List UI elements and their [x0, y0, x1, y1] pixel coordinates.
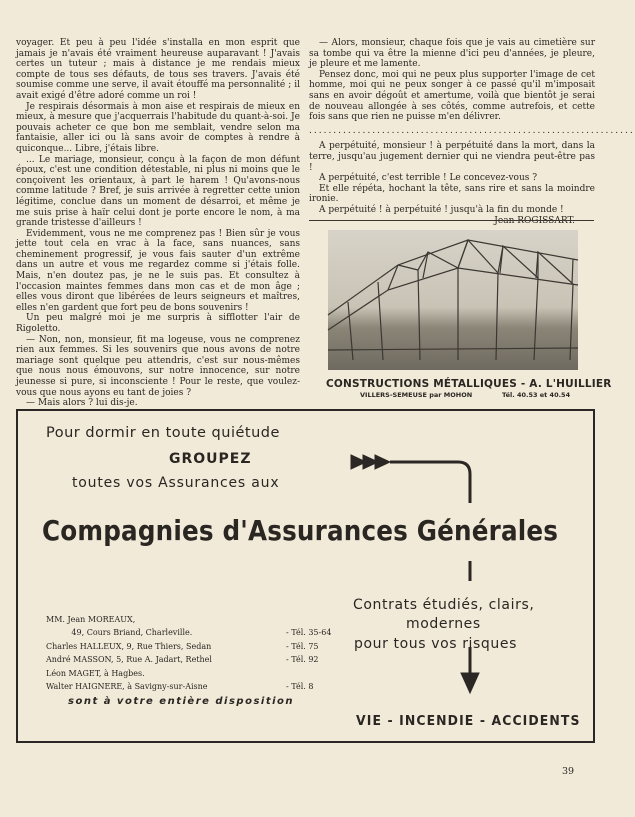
article-paragraph: — Non, non, monsieur, fit ma logeuse, vous ne comprenez rien aux femmes. Si les souvenirs que nous avons de notre mariage sont quelque peu attendris, c'est sur nous-mêmes que nous nous émouvons, sur notre innocence, sur notre jeunesse si pure, si inconsciente ! Pour le reste, que voulez-vous que nous ayons eu tant de joies ? [16, 334, 300, 398]
agent-name: 49, Cours Briand, Charleville. [46, 628, 193, 638]
article-paragraph: voyager. Et peu à peu l'idée s'installa en mon esprit que jamais je n'avais été vraiment heureuse auparavant ! J'avais certes un tuteur ; mais à distance je me rendais mieux compte de tous ses défauts, de tous ses travers. J'avais été soumise comme une serve, il avait étouffé ma personnalité ; il avait exigé d'être adoré comme un roi ! [16, 38, 300, 101]
agent-tel: - Tél. 8 [286, 681, 314, 691]
ad-tagline-2: toutes vos Assurances aux [72, 475, 280, 491]
article-paragraph: ... Le mariage, monsieur, conçu à la façon de mon défunt époux, c'est une condition détestable, ni plus ni moins que le conçoivent les orientaux, à part le harem ! Qu'avons-nous comme latitude ? Bref, je suis arrivée à regretter cette union légitime, conclue dans un moment de désarroi, et même je me suis prise à haïr celui dont je porte encore le nom, à ma grande tristesse d'ailleurs ! [16, 154, 300, 229]
ad-contract-line-1: Contrats étudiés, clairs, [353, 597, 535, 613]
agent-name: Charles HALLEUX, 9, Rue Thiers, Sedan [46, 641, 212, 651]
dotted-separator: ................................................................... [309, 125, 635, 136]
article-right-column [309, 38, 635, 226]
ad-coverage-types: VIE - INCENDIE - ACCIDENTS [356, 713, 581, 729]
agent-name: MM. Jean MOREAUX, [46, 615, 136, 624]
article-paragraph: A perpétuité, c'est terrible ! Le concevez-vous ? [319, 173, 538, 184]
article-left-column [16, 38, 300, 409]
ad-contract-line-3: pour tous vos risques [354, 636, 518, 652]
agent-name: André MASSON, 5, Rue A. Jadart, Rethel [46, 655, 212, 665]
article-paragraph: — Mais alors ? lui dis-je. [26, 398, 138, 409]
article-paragraph: Evidemment, vous ne me comprenez pas ! Bien sûr je vous jette tout cela en vrac à la face, sans nuances, sans cheminement progressif, je vous fais sauter d'un extrême dans un autre et vous me regardez comme si j'étais folle. Mais, n'en doutez pas, je ne le suis pas. Et consultez à l'occasion maintes femmes dans mon cas et de mon âge ; elles vous diront que libérées de leurs seigneurs et maîtres, elles n'en gardent que fort peu de bons souvenirs ! [16, 228, 300, 313]
ad-contract-line-2: modernes [406, 616, 481, 632]
agent-tel: - Tél. 75 [286, 641, 319, 651]
divider-line [309, 220, 594, 221]
article-paragraph: Un peu malgré moi je me surpris à sifflotter l'air de Rigoletto. [16, 313, 300, 335]
article-paragraph: Pensez donc, moi qui ne peux plus supporter l'image de cet homme, moi qui ne peux songer à ce passé qu'il m'imposait sans en avoir dégoût et amertume, voilà que bientôt je serai de nouveau allongée à ses côtés, comme autrefois, et cette fois sans que rien ne puisse m'en délivrer. [309, 69, 595, 123]
agent-name: Léon MAGET, à Hagbes. [46, 668, 145, 678]
agent-tel: - Tél. 35-64 [286, 628, 332, 638]
ad-tagline: Pour dormir en toute quiétude [46, 425, 280, 441]
agent-tel: - Tél. 92 [286, 655, 319, 665]
photo-ad-company: CONSTRUCTIONS MÉTALLIQUES - A. L'HUILLIER [326, 378, 612, 390]
photo-ad-tel: Tél. 40.53 et 40.54 [502, 391, 571, 399]
ad-company-name: Compagnies d'Assurances Générales [42, 514, 559, 547]
page-number: 39 [562, 766, 575, 777]
steel-frame-photo [328, 230, 578, 370]
photo-ad-location: VILLERS-SEMEUSE par MOHON [360, 391, 473, 399]
ad-availability: sont à votre entière disposition [68, 696, 295, 707]
article-paragraph: A perpétuité, monsieur ! à perpétuité dans la mort, dans la terre, jusqu'au jugement dernier qui ne viendra peut-être pas ! [309, 141, 595, 173]
agent-name: Walter HAIGNERE, à Savigny-sur-Aisne [46, 681, 208, 691]
insurance-ad [16, 409, 595, 743]
article-paragraph: — Alors, monsieur, chaque fois que je vais au cimetière sur sa tombe qui va être la mienne d'ici peu d'années, je pleure, je pleure et me lamente. [309, 38, 595, 70]
article-paragraph: Et elle répéta, hochant la tête, sans rire et sans la moindre ironie. [309, 183, 595, 205]
ad-groupez: GROUPEZ [169, 451, 252, 467]
article-paragraph: A perpétuité ! à perpétuité ! jusqu'à la fin du monde ! [319, 204, 564, 215]
article-paragraph: Je respirais désormais à mon aise et respirais de mieux en mieux, à mesure que j'acquerrais l'habitude du quant-à-soi. Je pouvais acheter ce que bon me semblait, vendre selon ma fantaisie, aller ici ou là sans avoir de comptes à rendre à quiconque... Libre, j'étais libre. [16, 101, 300, 154]
